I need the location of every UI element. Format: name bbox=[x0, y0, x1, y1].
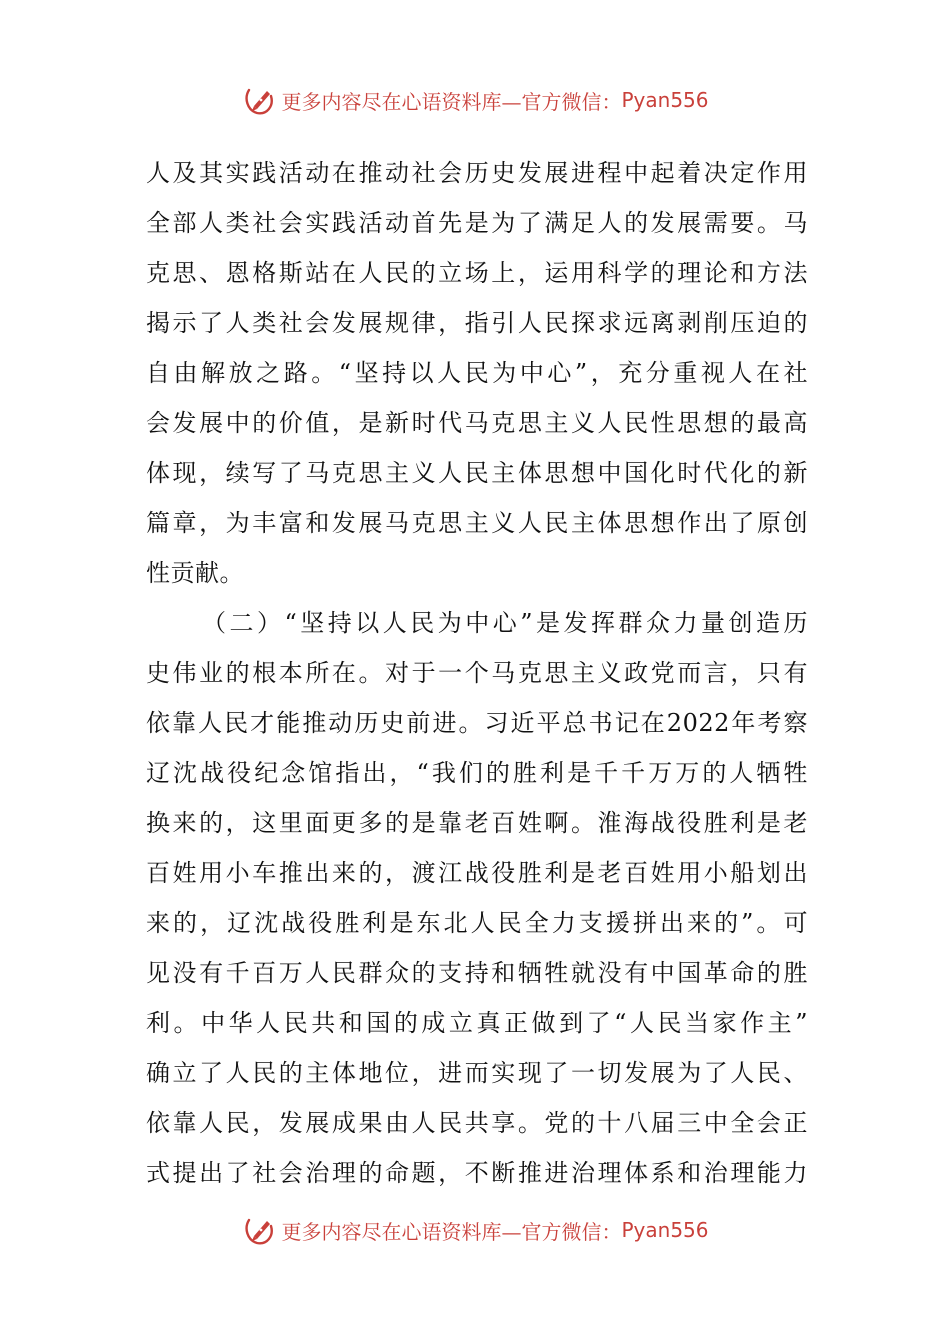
text-line: 辽沈战役纪念馆指出，“我们的胜利是千千万万的人牺牲 bbox=[146, 759, 808, 787]
text-line: 揭示了人类社会发展规律，指引人民探求远离剥削压迫的 bbox=[146, 309, 808, 337]
watermark-text: 更多内容尽在心语资料库—官方微信： bbox=[281, 1219, 622, 1244]
text-line: 见没有千百万人民群众的支持和牺牲就没有中国革命的胜 bbox=[146, 959, 808, 987]
section-heading-line: （二）“坚持以人民为中心”是发挥群众力量创造历 bbox=[202, 609, 808, 637]
text-line: 依靠人民才能推动历史前进。习近平总书记在2022年考察 bbox=[146, 709, 808, 737]
text-line: 全部人类社会实践活动首先是为了满足人的发展需要。马 bbox=[146, 209, 808, 237]
document-body bbox=[146, 148, 808, 1198]
watermark-text: 更多内容尽在心语资料库—官方微信： bbox=[281, 89, 622, 114]
text-line: 人及其实践活动在推动社会历史发展进程中起着决定作用 bbox=[146, 159, 808, 187]
text-line: 会发展中的价值，是新时代马克思主义人民性思想的最高 bbox=[146, 409, 808, 437]
header-watermark bbox=[0, 80, 950, 120]
text-line: 篇章，为丰富和发展马克思主义人民主体思想作出了原创 bbox=[146, 509, 808, 537]
text-line: 史伟业的根本所在。对于一个马克思主义政党而言，只有 bbox=[146, 659, 808, 687]
footer-watermark bbox=[0, 1210, 950, 1250]
text-line: 克思、恩格斯站在人民的立场上，运用科学的理论和方法 bbox=[146, 259, 808, 287]
text-line: 来的，辽沈战役胜利是东北人民全力支援拼出来的”。可 bbox=[146, 909, 808, 937]
text-line: 式提出了社会治理的命题，不断推进治理体系和治理能力 bbox=[146, 1159, 808, 1187]
watermark-wechat-id: Pyan556 bbox=[621, 1218, 709, 1242]
text-line: 自由解放之路。“坚持以人民为中心”，充分重视人在社 bbox=[146, 359, 808, 387]
pen-nib-logo-icon bbox=[241, 82, 277, 118]
text-line: 确立了人民的主体地位，进而实现了一切发展为了人民、 bbox=[146, 1059, 808, 1087]
text-line: 换来的，这里面更多的是靠老百姓啊。淮海战役胜利是老 bbox=[146, 809, 808, 837]
text-line: 体现，续写了马克思主义人民主体思想中国化时代化的新 bbox=[146, 459, 808, 487]
text-line: 依靠人民，发展成果由人民共享。党的十八届三中全会正 bbox=[146, 1109, 808, 1137]
text-line: 百姓用小车推出来的，渡江战役胜利是老百姓用小船划出 bbox=[146, 859, 808, 887]
pen-nib-logo-icon bbox=[241, 1212, 277, 1248]
text-line: 利。中华人民共和国的成立真正做到了“人民当家作主” bbox=[146, 1009, 808, 1037]
watermark-wechat-id: Pyan556 bbox=[621, 88, 709, 112]
text-line: 性贡献。 bbox=[146, 559, 244, 587]
